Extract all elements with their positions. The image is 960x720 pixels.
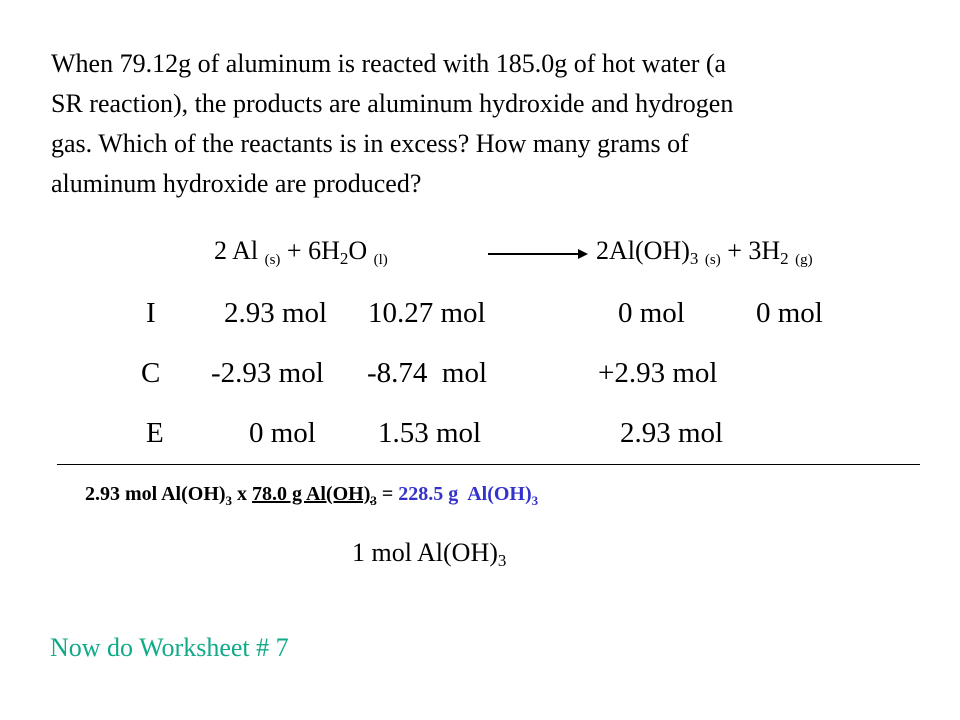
question-line-3: gas. Which of the reactants is in excess? How many grams of xyxy=(51,129,689,158)
ice-c-aloh3: +2.93 mol xyxy=(598,357,718,389)
product-hydrogen: + 3H xyxy=(720,236,781,265)
ice-i-aluminum: 2.93 mol xyxy=(224,297,328,329)
ice-e-aloh3: 2.93 mol xyxy=(620,417,724,449)
divider-line xyxy=(57,464,920,465)
calc-factor-subscript: 3 xyxy=(370,493,377,508)
ice-c-aluminum: -2.93 mol xyxy=(211,357,324,389)
question-line-4: aluminum hydroxide are produced? xyxy=(51,169,422,198)
calc-factor-text: 78.0 g Al(OH) xyxy=(252,483,371,505)
calc-denominator xyxy=(352,538,506,571)
calc-result-subscript: 3 xyxy=(531,493,539,508)
calc-factor xyxy=(252,483,377,508)
ice-i-water: 10.27 mol xyxy=(368,297,486,329)
reactant-aluminum: 2 Al xyxy=(214,236,265,265)
aloh3-subscript: 3 xyxy=(689,249,699,268)
calculation-line xyxy=(85,483,538,509)
reactant-water: + 6H xyxy=(280,236,340,265)
product-aluminum-hydroxide: 2Al(OH) xyxy=(596,236,690,265)
aloh3-phase: (s) xyxy=(704,252,721,268)
water-formula-rest: O xyxy=(348,236,374,265)
reaction-arrow-head xyxy=(578,249,588,259)
ice-i-aloh3: 0 mol xyxy=(618,297,685,329)
h2-subscript: 2 xyxy=(780,249,789,268)
ice-c-water: -8.74 mol xyxy=(367,357,488,389)
h2-phase: (g) xyxy=(795,252,813,268)
calc-denominator-text: 1 mol Al(OH) xyxy=(352,538,498,567)
calc-equals: = xyxy=(376,483,399,505)
question-line-1: When 79.12g of aluminum is reacted with 185.0g of hot water (a xyxy=(51,49,727,78)
calc-start: 2.93 mol Al(OH) xyxy=(85,483,226,505)
calc-result xyxy=(398,483,539,508)
question-line-2: SR reaction), the products are aluminum hydroxide and hydrogen xyxy=(51,89,734,118)
reaction-arrow xyxy=(488,253,582,255)
ice-i-h2: 0 mol xyxy=(756,297,823,329)
ice-e-aluminum: 0 mol xyxy=(249,417,316,449)
water-subscript: 2 xyxy=(339,249,349,268)
worksheet-instruction: Now do Worksheet # 7 xyxy=(50,633,289,662)
calc-denominator-subscript: 3 xyxy=(497,551,507,570)
ice-e-water: 1.53 mol xyxy=(378,417,482,449)
calc-result-text: 228.5 g Al(OH) xyxy=(398,483,532,505)
ice-row-label-e: E xyxy=(146,417,164,449)
ice-row-label-c: C xyxy=(141,357,161,389)
question-text xyxy=(51,44,921,204)
calc-start-subscript: 3 xyxy=(225,493,233,508)
equation-reactants xyxy=(214,236,388,269)
ice-row-label-i: I xyxy=(146,297,156,329)
equation-products xyxy=(596,236,813,269)
aluminum-phase: (s) xyxy=(264,252,281,268)
calc-times: x xyxy=(232,483,253,505)
water-phase: (l) xyxy=(373,252,388,268)
